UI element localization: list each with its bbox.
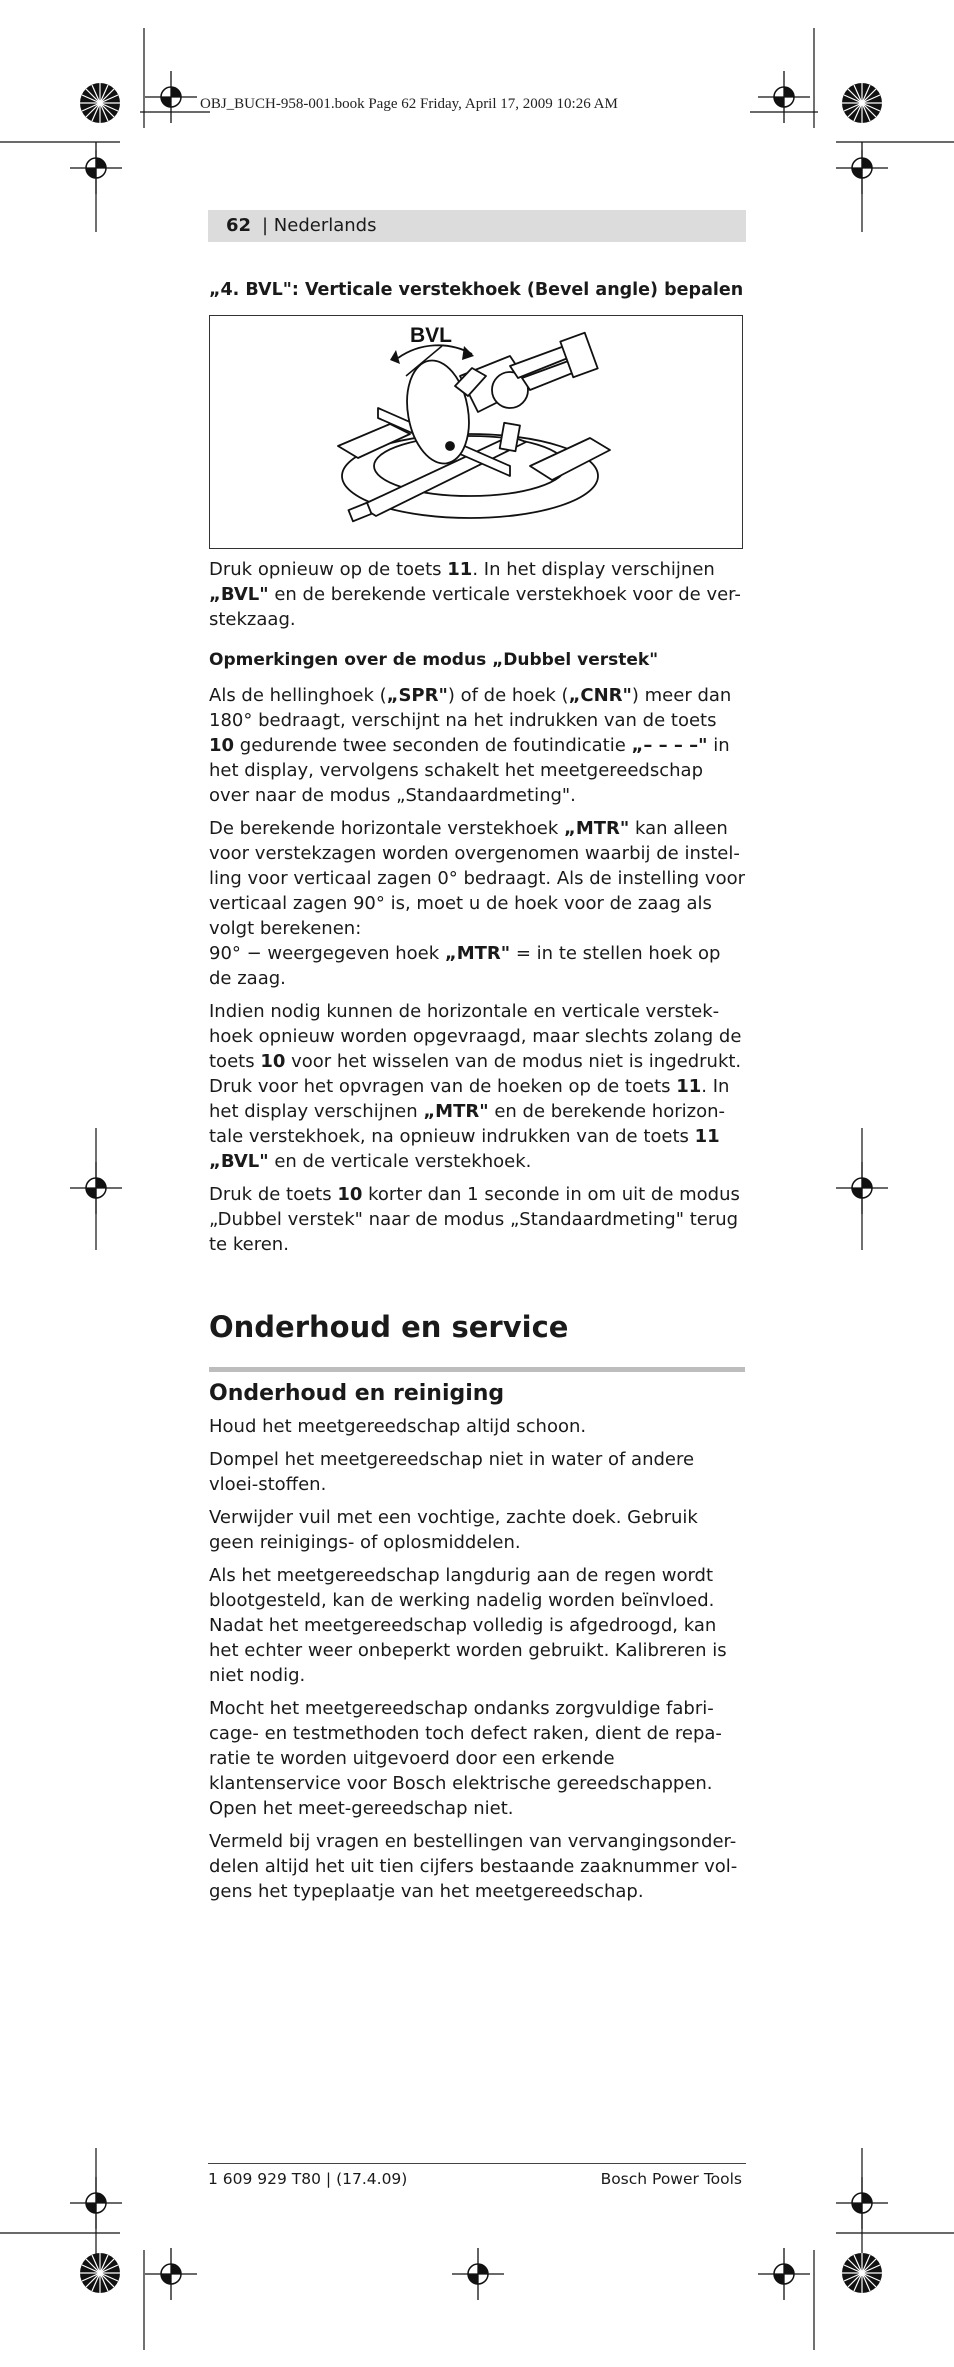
bevel-angle-figure (209, 315, 743, 549)
paragraph: Houd het meetgereedschap altijd schoon. (209, 1416, 587, 1437)
paragraph: De berekende horizontale verstekhoek „MTR" kan alleen voor verstekzagen worden overgenomen waarbij de instel-ling voor verticaal zagen 0° bedraagt. Als de instelling voor verticaal zagen 90° is, moet u de hoek voor de zaag als volgt berekenen: 90° − weergegeven hoek „MTR" = in te stellen hoek op de zaag. (209, 818, 746, 989)
paragraph: Druk opnieuw op de toets 11. In het display verschijnen „BVL" en de berekende verticale verstekhoek voor de ver-stekzaag. (209, 559, 741, 630)
miter-saw-illustration (210, 316, 742, 548)
footer-doc-number: 1 609 929 T80 | (17.4.09) (208, 2170, 408, 2188)
paragraph: Als het meetgereedschap langdurig aan de regen wordt blootgesteld, kan de werking nadelig worden beïnvloed. Nadat het meetgereedschap volledig is afgedroogd, kan het echter weer onbeperkt worden gebruikt. Kalibreren is niet nodig. (209, 1565, 727, 1686)
paragraph: Indien nodig kunnen de horizontale en verticale verstek-hoek opnieuw worden opgevraagd, maar slechts zolang de toets 10 voor het wisselen van de modus niet is ingedrukt. Druk voor het opvragen van de hoeken op de toets 11. In het display verschijnen „MTR" en de berekende horizon-tale verstekhoek, na opnieuw indrukken van de toets 11 „BVL" en de verticale verstekhoek. (209, 1001, 742, 1172)
section-heading: „4. BVL": Verticale verstekhoek (Bevel angle) bepalen (209, 280, 744, 300)
footer-rule (208, 2163, 746, 2164)
book-header: OBJ_BUCH-958-001.book Page 62 Friday, April 17, 2009 10:26 AM (200, 96, 618, 112)
page-number: 62 (226, 215, 252, 236)
section-title: Onderhoud en service (209, 1310, 569, 1344)
paragraph: Vermeld bij vragen en bestellingen van vervangingsonder-delen altijd het uit tien cijfers bestaande zaaknummer vol-gens het typeplaatje van het meetgereedschap. (209, 1831, 738, 1902)
figure-label-bvl: BVL (410, 324, 452, 347)
subheading: Opmerkingen over de modus „Dubbel verstek" (209, 650, 659, 670)
page-header-band (208, 210, 746, 242)
subsection-title: Onderhoud en reiniging (209, 1381, 505, 1406)
page-content (209, 278, 745, 1912)
footer-brand: Bosch Power Tools (600, 2170, 742, 2188)
paragraph: Druk de toets 10 korter dan 1 seconde in om uit de modus „Dubbel verstek" naar de modus „Standaardmeting" terug te keren. (209, 1184, 740, 1255)
page-language: | Nederlands (262, 215, 377, 236)
paragraph: Verwijder vuil met een vochtige, zachte doek. Gebruik geen reinigings- of oplosmiddelen. (209, 1507, 698, 1553)
paragraph: Dompel het meetgereedschap niet in water of andere vloei-stoffen. (209, 1449, 695, 1495)
paragraph: Mocht het meetgereedschap ondanks zorgvuldige fabri-cage- en testmethoden toch defect raken, dient de repa-ratie te worden uitgevoerd door een erkende klantenservice voor Bosch elektrische gereedschappen. Open het meet-gereedschap niet. (209, 1698, 722, 1819)
paragraph: Als de hellinghoek („SPR") of de hoek („CNR") meer dan 180° bedraagt, verschijnt na het indrukken van de toets 10 gedurende twee seconden de foutindicatie „– – – –" in het display, vervolgens schakelt het meetgereedschap over naar de modus „Standaardmeting". (209, 685, 732, 806)
section-divider (209, 1367, 745, 1372)
